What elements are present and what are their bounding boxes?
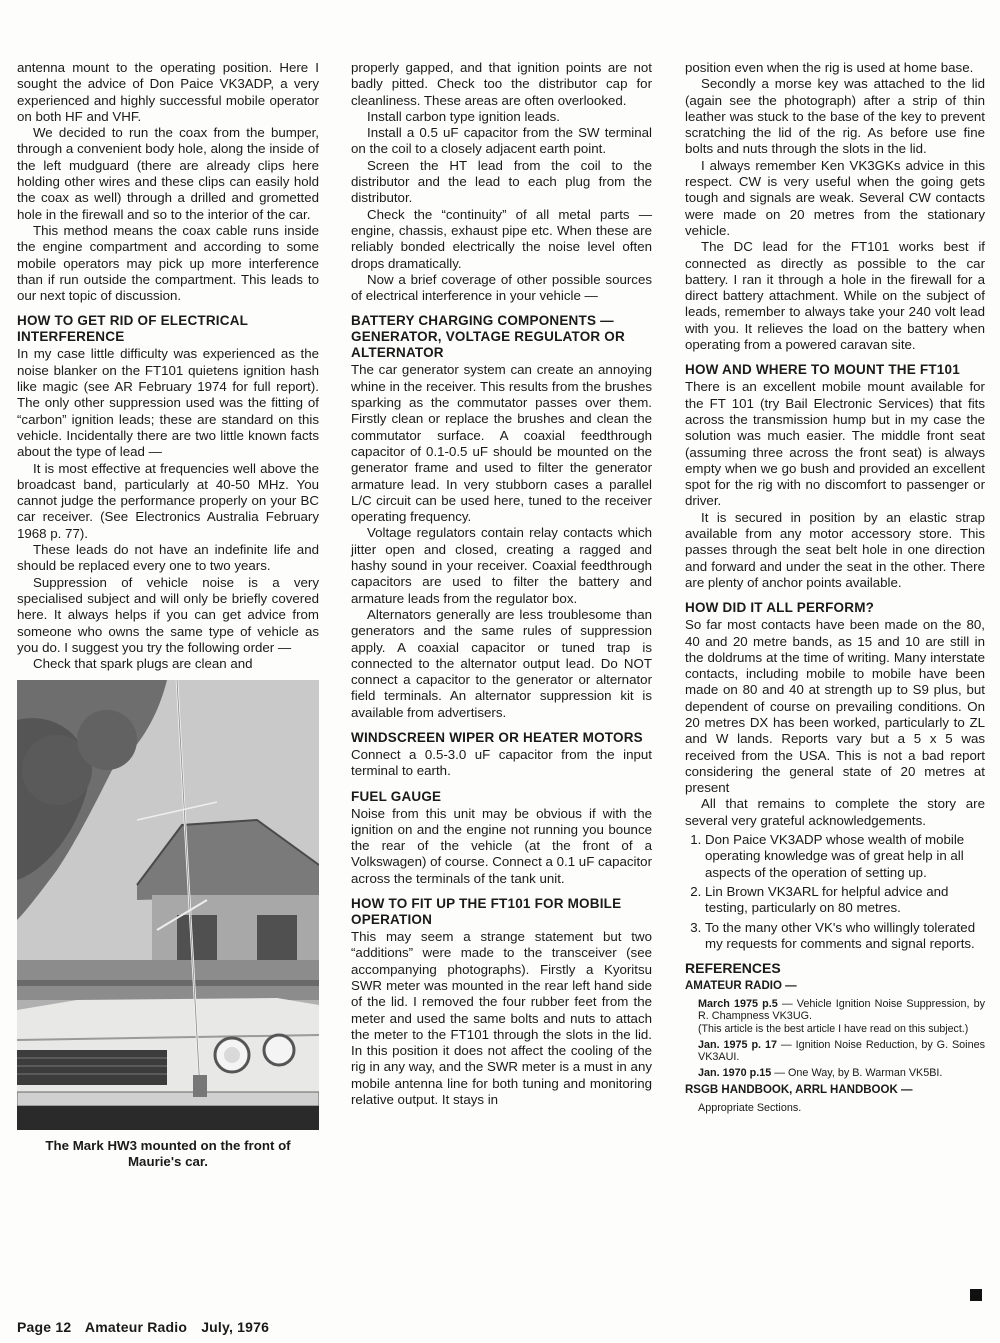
reference-text: — Vehicle Ignition Noise Suppression, by R. Champness VK3UG.: [698, 997, 985, 1023]
car-antenna-photo: [17, 680, 319, 1130]
section-heading: HOW DID IT ALL PERFORM?: [685, 600, 875, 616]
reference-item: [685, 1039, 985, 1064]
end-of-article-mark: [970, 1289, 982, 1301]
section-heading: WINDSCREEN WIPER OR HEATER MOTORS: [351, 729, 643, 745]
paragraph: This method means the coax cable runs inside the engine compartment and according to some mobile operators may pick up more interference than if run outside the compartment. This leads to our next topic of discussion.: [17, 222, 319, 304]
reference-item: [685, 1067, 985, 1080]
paragraph: Screen the HT lead from the coil to the distributor and the lead to each plug from the distributor.: [351, 157, 652, 206]
paragraph: Secondly a morse key was attached to the lid (again see the photograph) after a strip of thin leather was stuck to the base of the key to prevent scratching the lid of the rig. As before use fine bolts and nuts through the slots in the lid.: [685, 76, 985, 157]
references-heading: REFERENCES: [685, 960, 781, 977]
reference-text: — One Way, by B. Warman VK5BI.: [771, 1066, 943, 1079]
reference-publication: RSGB HANDBOOK, ARRL HANDBOOK —: [685, 1084, 913, 1097]
issue-date: July, 1976: [201, 1319, 270, 1335]
paragraph: Suppression of vehicle noise is a very specialised subject and will only be briefly covered here. It always helps if you can get advice from someone who owns the same type of vehicle as you do. I suggest you try the following order —: [17, 574, 319, 655]
paragraph: properly gapped, and that ignition points are not badly pitted. Check too the distributor cap for cleanliness. These areas are often overlooked.: [351, 60, 652, 108]
paragraph: Install carbon type ignition leads.: [367, 108, 560, 124]
column-2: [351, 60, 652, 1108]
paragraph: So far most contacts have been made on the 80, 40 and 20 metre bands, as 15 and 10 are still in the doldrums at the time of writing. Many interstate contacts, including mobile to mobile have been made on 80 and 40 at strength up to S9 plus, but dependent of course on prevailing conditions. On 20 metres DX has been worked, particularly to ZL and W lands. Reports vary but a 5 x 5 was received from the USA. This is not a bad report considering the general state of 20 metres at present: [685, 617, 985, 796]
reference-item: [685, 998, 985, 1036]
page-footer: [17, 1319, 279, 1335]
paragraph: The car generator system can create an annoying whine in the receiver. This results from the brushes sparking as the commutator passes over them. Firstly clean or replace the brushes and clean the commutator surface. A coaxial feedthrough capacitor of 0.1-0.5 uF should be mounted on the generator frame and used to filter the generator armature lead. In very stubborn cases a parallel L/C circuit can be used here, tuned to the receiver operating frequency.: [351, 362, 652, 525]
column-3: [685, 60, 985, 1117]
paragraph: All that remains to complete the story are several very grateful acknowledgements.: [685, 796, 985, 828]
column-1: [17, 60, 319, 1170]
reference-date: March 1975 p.5: [698, 997, 778, 1010]
paragraph: Alternators generally are less troublesome than generators and the same rules of suppression apply. A coaxial capacitor or tuned trap is connected to the alternator output lead. Do NOT connect a capacitor to the generator or alternator field terminals. An alternator suppression kit is available from advertisers.: [351, 606, 652, 720]
page-number: Page 12: [17, 1319, 72, 1335]
section-heading: HOW TO GET RID OF ELECTRICAL INTERFERENCE: [17, 313, 248, 345]
paragraph: Install a 0.5 uF capacitor from the SW terminal on the coil to a closely adjacent earth point.: [351, 125, 652, 157]
reference-item: [685, 1102, 985, 1115]
photo-caption: The Mark HW3 mounted on the front of Maurie's car.: [45, 1138, 291, 1170]
paragraph: Connect a 0.5-3.0 uF capacitor from the input terminal to earth.: [351, 746, 652, 779]
reference-publication: AMATEUR RADIO —: [685, 980, 797, 993]
section-heading: FUEL GAUGE: [351, 788, 442, 804]
reference-date: Jan. 1975 p. 17: [698, 1038, 777, 1051]
paragraph: We decided to run the coax from the bumper, through a convenient body hole, along the inside of the left mudguard (there are already clips here holding other wires and these clips can easily hold the coax as well) through a drilled and grometted hole in the firewall and so to the interior of the car.: [17, 125, 319, 222]
reference-date: Jan. 1970 p.15: [698, 1066, 772, 1079]
list-item: 1. Don Paice VK3ADP whose wealth of mobile operating knowledge was of great help in all aspects of the operation of setting up.: [705, 832, 985, 881]
paragraph: It is secured in position by an elastic strap available from any motor accessory store. This passes through the seat belt hole in one direction and forward and under the seat in the other. There are plenty of anchor points available.: [685, 509, 985, 590]
paragraph: Now a brief coverage of other possible sources of electrical interference in your vehicle —: [351, 271, 652, 304]
paragraph: Check that spark plugs are clean and: [33, 656, 253, 672]
acknowledgements-list: [685, 832, 985, 952]
paragraph: In my case little difficulty was experienced as the noise blanker on the FT101 quietens ignition hash like magic (see AR February 1974 for full report). The only other suppression used was the fitting of “carbon” ignition leads; these are standard on this vehicle. Incidentally there are two little known facts about the type of lead —: [17, 346, 319, 460]
reference-text: Appropriate Sections.: [698, 1101, 802, 1114]
paragraph: antenna mount to the operating position. Here I sought the advice of Don Paice VK3ADP, a very experienced and highly successful mobile operator on both HF and VHF.: [17, 60, 319, 124]
paragraph: There is an excellent mobile mount available for the FT 101 (try Bail Electronic Services) that fits across the transmission hump but in my case the solution was much easier. The middle front seat (assuming three across the front seat) is always empty when we go bush and provided an excellent spot for the rig with no discomfort to passenger or driver.: [685, 379, 985, 509]
list-item: 2. Lin Brown VK3ARL for helpful advice and testing, particularly on 80 metres.: [705, 884, 985, 917]
reference-note: (This article is the best article I have read on this subject.): [698, 1022, 969, 1035]
paragraph: I always remember Ken VK3GKs advice in this respect. CW is very useful when the going gets tough and signals are weak. Several CW contacts were made on 20 metres from the stationary vehicle.: [685, 157, 985, 238]
photo-illustration: [17, 680, 319, 1130]
reference-text: — Ignition Noise Reduction, by G. Soines VK3AUI.: [698, 1038, 985, 1064]
paragraph: It is most effective at frequencies well above the broadcast band, particularly at 40-50 MHz. You cannot judge the performance properly on your BC car receiver. (See Electronics Australia February 1968 p. 77).: [17, 460, 319, 541]
section-heading: HOW AND WHERE TO MOUNT THE FT101: [685, 362, 960, 378]
section-heading: HOW TO FIT UP THE FT101 FOR MOBILE OPERATION: [351, 896, 622, 928]
paragraph: This may seem a strange statement but two “additions” were made to the transceiver (see accompanying photographs). Firstly a Kyoritsu SWR meter was mounted in the rear left hand side of the lid. I removed the four rubber feet from the meter and used the same bolts and nuts to attach the meter to the FT101 through the slots in the lid. In this position it does not affect the cooling of the rig in any way, and the SWR meter is a must in any mobile antenna line for both tuning and monitoring relative output. It stays in: [351, 929, 652, 1108]
paragraph: Voltage regulators contain relay contacts which jitter open and closed, creating a ragged and hashy sound in your receiver. Coaxial feedthrough capacitors are used to filter the battery and armature leads from the regulator box.: [351, 525, 652, 606]
paragraph: The DC lead for the FT101 works best if connected as directly as possible to the car battery. I ran it through a hole in the firewall for a direct battery attachment. While on the subject of leads, remember to always take your 240 volt lead with you. It relieves the load on the battery when operating from a powered caravan site.: [685, 239, 985, 353]
paragraph: Check the “continuity” of all metal parts — engine, chassis, exhaust pipe etc. When these are reliably bonded electrically the noise level often drops dramatically.: [351, 206, 652, 271]
paragraph: Noise from this unit may be obvious if with the ignition on and the engine not running you bounce the rear of the vehicle (at the front of a Volkswagen) of course. Connect a 0.1 uF capacitor across the terminals of the tank unit.: [351, 805, 652, 886]
paragraph: position even when the rig is used at home base.: [685, 60, 974, 75]
list-item: 3. To the many other VK's who willingly tolerated my requests for comments and signal reports.: [705, 920, 985, 953]
magazine-name: Amateur Radio: [84, 1319, 188, 1335]
paragraph: These leads do not have an indefinite life and should be replaced every one to two years.: [17, 542, 319, 574]
section-heading: BATTERY CHARGING COMPONENTS — GENERATOR, VOLTAGE REGULATOR OR ALTERNATOR: [351, 313, 625, 361]
